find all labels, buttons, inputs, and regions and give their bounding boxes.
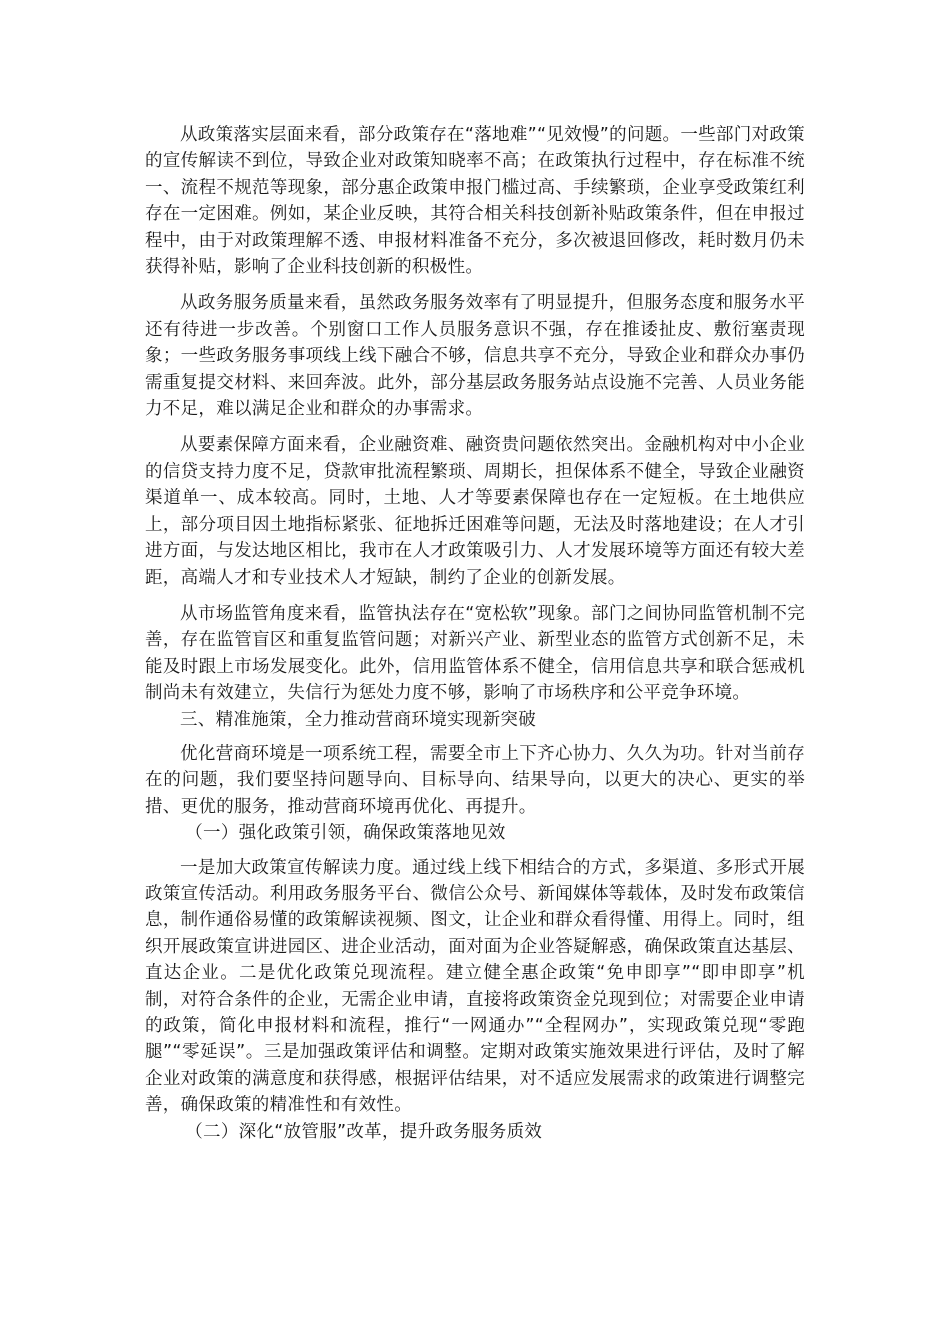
paragraph-market-supervision: 从市场监管角度来看，监管执法存在“宽松软”现象。部门之间协同监管机制不完善，存在监管盲区和重复监管问题；对新兴产业、新型业态的监管方式创新不足，未能及时跟上市场发展变化。此外，信用监管体系不健全，信用信息共享和联合惩戒机制尚未有效建立，失信行为惩处力度不够，影响了市场秩序和公平竞争环境。 — [145, 603, 805, 704]
subsection-heading-2: （二）深化“放管服”改革，提升政务服务质效 — [185, 1121, 543, 1142]
paragraph-factor-guarantee: 从要素保障方面来看，企业融资难、融资贵问题依然突出。金融机构对中小企业的信贷支持力度不足，贷款审批流程繁琐、周期长，担保体系不健全，导致企业融资渠道单一、成本较高。同时，土地、人才等要素保障也存在一定短板。在土地供应上，部分项目因土地指标紧张、征地拆迁困难等问题，无法及时落地建设；在人才引进方面，与发达地区相比，我市在人才政策吸引力、人才发展环境等方面还有较大差距，高端人才和专业技术人才短缺，制约了企业的创新发展。 — [145, 435, 805, 588]
subsection-heading-1: （一）强化政策引领，确保政策落地见效 — [185, 823, 506, 844]
paragraph-policy-implementation: 从政策落实层面来看，部分政策存在“落地难”“见效慢”的问题。一些部门对政策的宣传解读不到位，导致企业对政策知晓率不高；在政策执行过程中，存在标准不统一、流程不规范等现象，部分惠企政策申报门槛过高、手续繁琐，企业享受政策红利存在一定困难。例如，某企业反映，其符合相关科技创新补贴政策条件，但在申报过程中，由于对政策理解不透、申报材料准备不充分，多次被退回修改，耗时数月仍未获得补贴，影响了企业科技创新的积极性。 — [145, 125, 805, 278]
subsection-body-1: 一是加大政策宣传解读力度。通过线上线下相结合的方式，多渠道、多形式开展政策宣传活动。利用政务服务平台、微信公众号、新闻媒体等载体，及时发布政策信息，制作通俗易懂的政策解读视频、图文，让企业和群众看得懂、用得上。同时，组织开展政策宣讲进园区、进企业活动，面对面为企业答疑解惑，确保政策直达基层、直达企业。二是优化政策兑现流程。建立健全惠企政策“免申即享”“即申即享”机制，对符合条件的企业，无需企业申请，直接将政策资金兑现到位；对需要企业申请的政策，简化申报材料和流程，推行“一网通办”“全程网办”，实现政策兑现“零跑腿”“零延误”。三是加强政策评估和调整。定期对政策实施效果进行评估，及时了解企业对政策的满意度和获得感，根据评估结果，对不适应发展需求的政策进行调整完善，确保政策的精准性和有效性。 — [145, 857, 805, 1116]
section-intro-paragraph: 优化营商环境是一项系统工程，需要全市上下齐心协力、久久为功。针对当前存在的问题，我们要坚持问题导向、目标导向、结果导向，以更大的决心、更实的举措、更优的服务，推动营商环境再优化、再提升。 — [145, 743, 805, 817]
document-body — [145, 122, 805, 1145]
paragraph-government-service: 从政务服务质量来看，虽然政务服务效率有了明显提升，但服务态度和服务水平还有待进一步改善。个别窗口工作人员服务意识不强，存在推诿扯皮、敷衍塞责现象；一些政务服务事项线上线下融合不够，信息共享不充分，导致企业和群众办事仍需重复提交材料、来回奔波。此外，部分基层政务服务站点设施不完善、人员业务能力不足，难以满足企业和群众的办事需求。 — [145, 293, 805, 420]
section-heading: 三、精准施策，全力推动营商环境实现新突破 — [180, 709, 536, 730]
